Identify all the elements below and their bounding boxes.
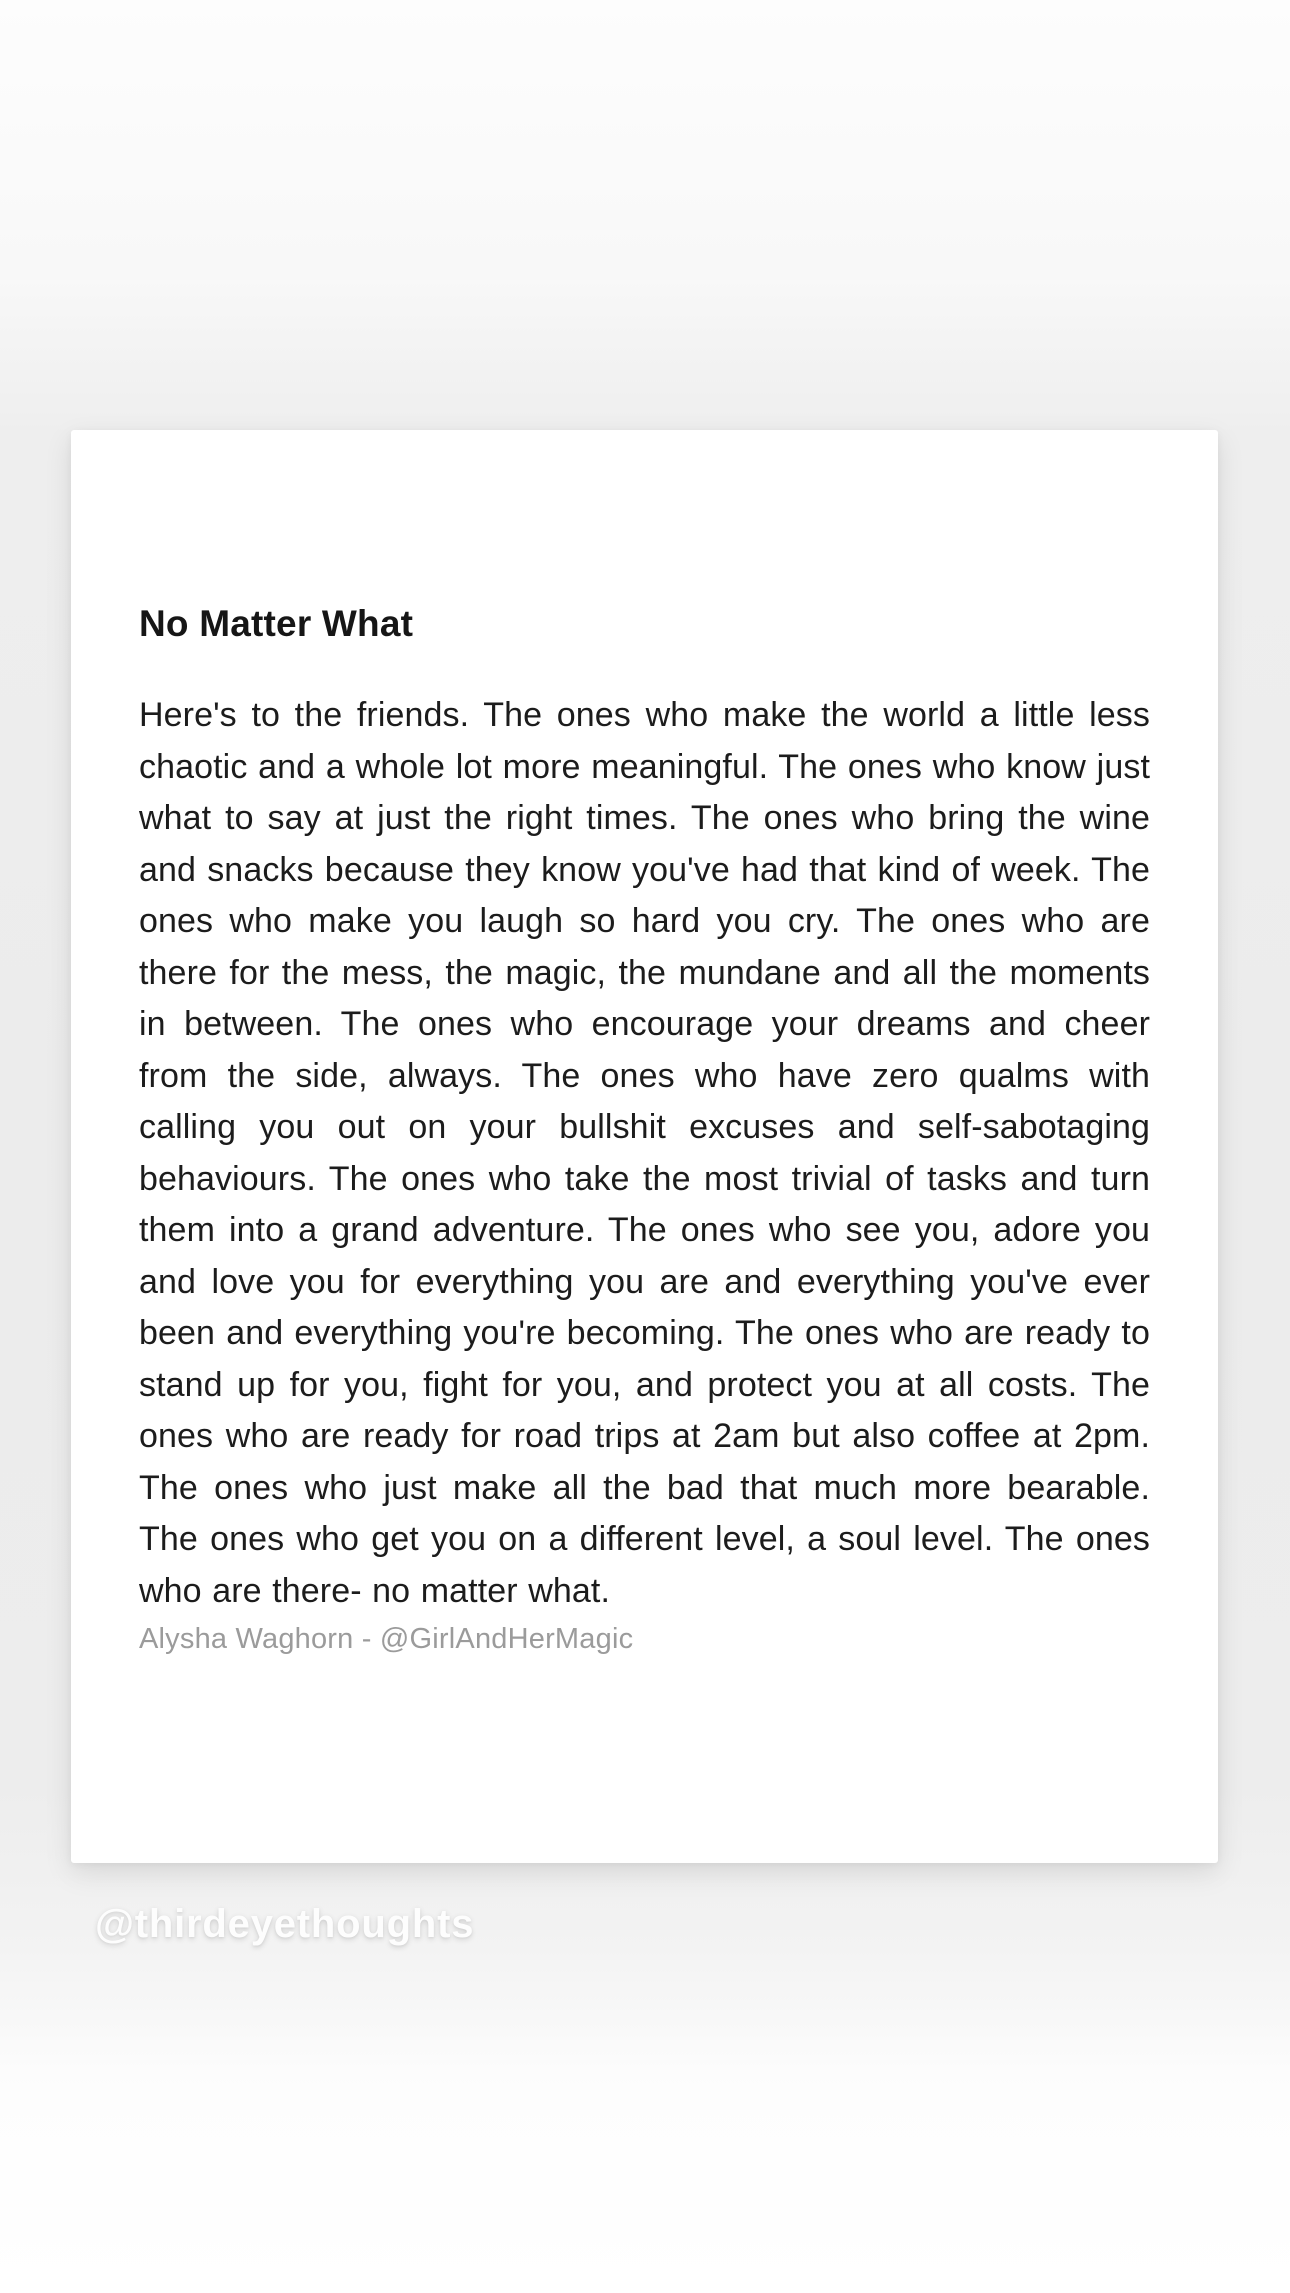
quote-attribution: Alysha Waghorn - @GirlAndHerMagic xyxy=(139,1623,634,1655)
quote-body: Here's to the friends. The ones who make the world a little less chaotic and a whole lot more meaningful. The ones who know just what to say at just the right times. The ones who bring the wine and snacks because they know you've had that kind of week. The ones who make you laugh so hard you cry. The ones who are there for the mess, the magic, the mundane and all the moments in between. The ones who encourage your dreams and cheer from the side, always. The ones who have zero qualms with calling you out on your bullshit excuses and self-sabotaging behaviours. The ones who take the most trivial of tasks and turn them into a grand adventure. The ones who see you, adore you and love you for everything you are and everything you've ever been and everything you're becoming. The ones who are ready to stand up for you, fight for you, and protect you at all costs. The ones who are ready for road trips at 2am but also coffee at 2pm. The ones who just make all the bad that much more bearable. The ones who get you on a different level, a soul level. The ones who are there- no matter what. xyxy=(139,696,1150,1610)
quote-card xyxy=(71,430,1218,1863)
watermark-handle: @thirdeyethoughts xyxy=(95,1902,475,1946)
quote-title: No Matter What xyxy=(139,603,414,644)
